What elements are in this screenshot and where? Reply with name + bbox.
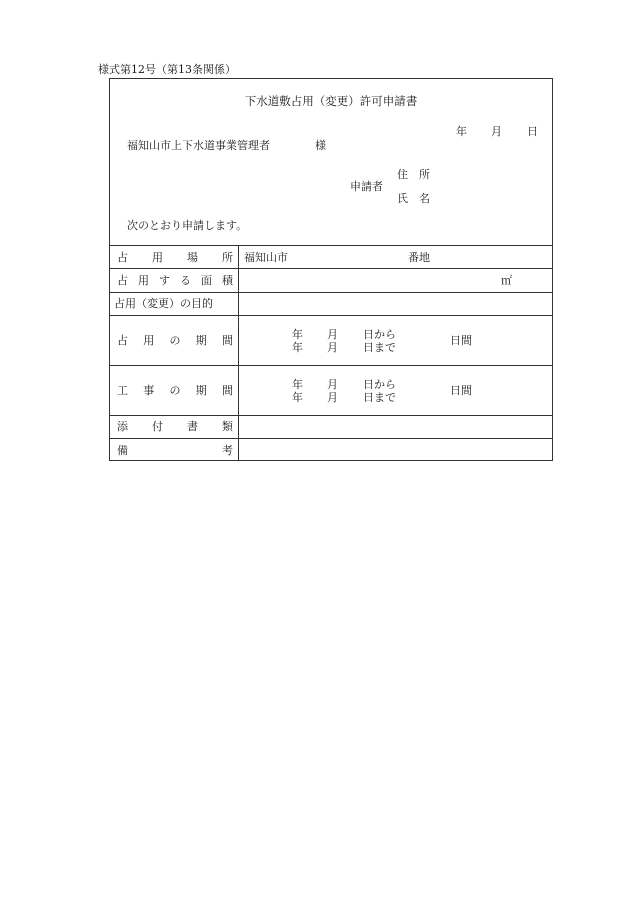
work-from-day: 日から [363,378,396,391]
row-remarks-label [117,444,233,457]
occupancy-days: 日間 [450,334,472,347]
area-unit: ㎡ [501,274,512,287]
row-attachments-label [117,420,233,433]
label-char: 事 [143,384,155,397]
label-char: 用 [143,334,155,347]
label-char: る [180,274,191,287]
label-char: 備 [117,444,128,457]
row-line-4 [110,365,552,366]
application-form [109,78,553,461]
occupancy-from-day: 日から [363,328,396,341]
intro-text: 次のとおり申請します。 [127,219,248,232]
form-title: 下水道敷占用（変更）許可申請書 [244,94,418,108]
occupancy-to-month: 月 [327,341,338,354]
label-char: 積 [222,274,233,287]
row-line-6 [110,438,552,439]
addressee-honorific: 様 [315,139,326,152]
row-line-3 [110,315,552,316]
label-char: の [169,334,181,347]
place-banchi: 番地 [408,251,430,264]
applicant-label: 申請者 [350,180,383,193]
row-line-2 [110,292,552,293]
row-occupancy-period-label [117,334,233,347]
label-char: 類 [222,420,233,433]
label-char: 間 [222,334,233,347]
label-char: 場 [187,251,198,264]
date-day: 日 [527,125,538,138]
date-year: 年 [456,125,467,138]
date-month: 月 [491,125,502,138]
table-top-line [110,245,552,246]
label-char: 工 [117,384,128,397]
occupancy-from-month: 月 [327,328,338,341]
work-from-month: 月 [327,378,338,391]
label-char: 所 [222,251,233,264]
occupancy-from-year: 年 [292,328,303,341]
occupancy-to-year: 年 [292,341,303,354]
label-char: 期 [195,384,207,397]
row-line-1 [110,268,552,269]
label-char: の [169,384,181,397]
label-char: 考 [222,444,233,457]
row-purpose-label [114,297,230,310]
work-from-year: 年 [292,378,303,391]
work-to-year: 年 [292,391,303,404]
work-to-month: 月 [327,391,338,404]
label-char: 面 [201,274,212,287]
place-city: 福知山市 [244,251,288,264]
label-char: す [159,274,170,287]
addressee-name: 福知山市上下水道事業管理者 [127,139,270,152]
label-char: 添 [117,420,128,433]
label-char: 間 [222,384,233,397]
column-divider [238,245,239,460]
label-char: 占 [117,251,128,264]
occupancy-to-day: 日まで [363,341,396,354]
label-char: 用 [152,251,163,264]
row-place-label [117,251,233,264]
work-days: 日間 [450,384,472,397]
applicant-address-label: 住 所 [397,168,430,181]
label-char: 付 [152,420,163,433]
purpose-label-text: 占用（変更）の目的 [114,297,213,310]
applicant-name-label: 氏 名 [397,192,430,205]
row-work-period-label [117,384,233,397]
label-char: 占 [117,274,128,287]
row-line-5 [110,415,552,416]
form-number: 様式第12号（第13条関係） [98,63,236,76]
label-char: 占 [117,334,128,347]
work-to-day: 日まで [363,391,396,404]
row-area-label [117,274,233,287]
label-char: 書 [187,420,198,433]
label-char: 用 [138,274,149,287]
label-char: 期 [195,334,207,347]
